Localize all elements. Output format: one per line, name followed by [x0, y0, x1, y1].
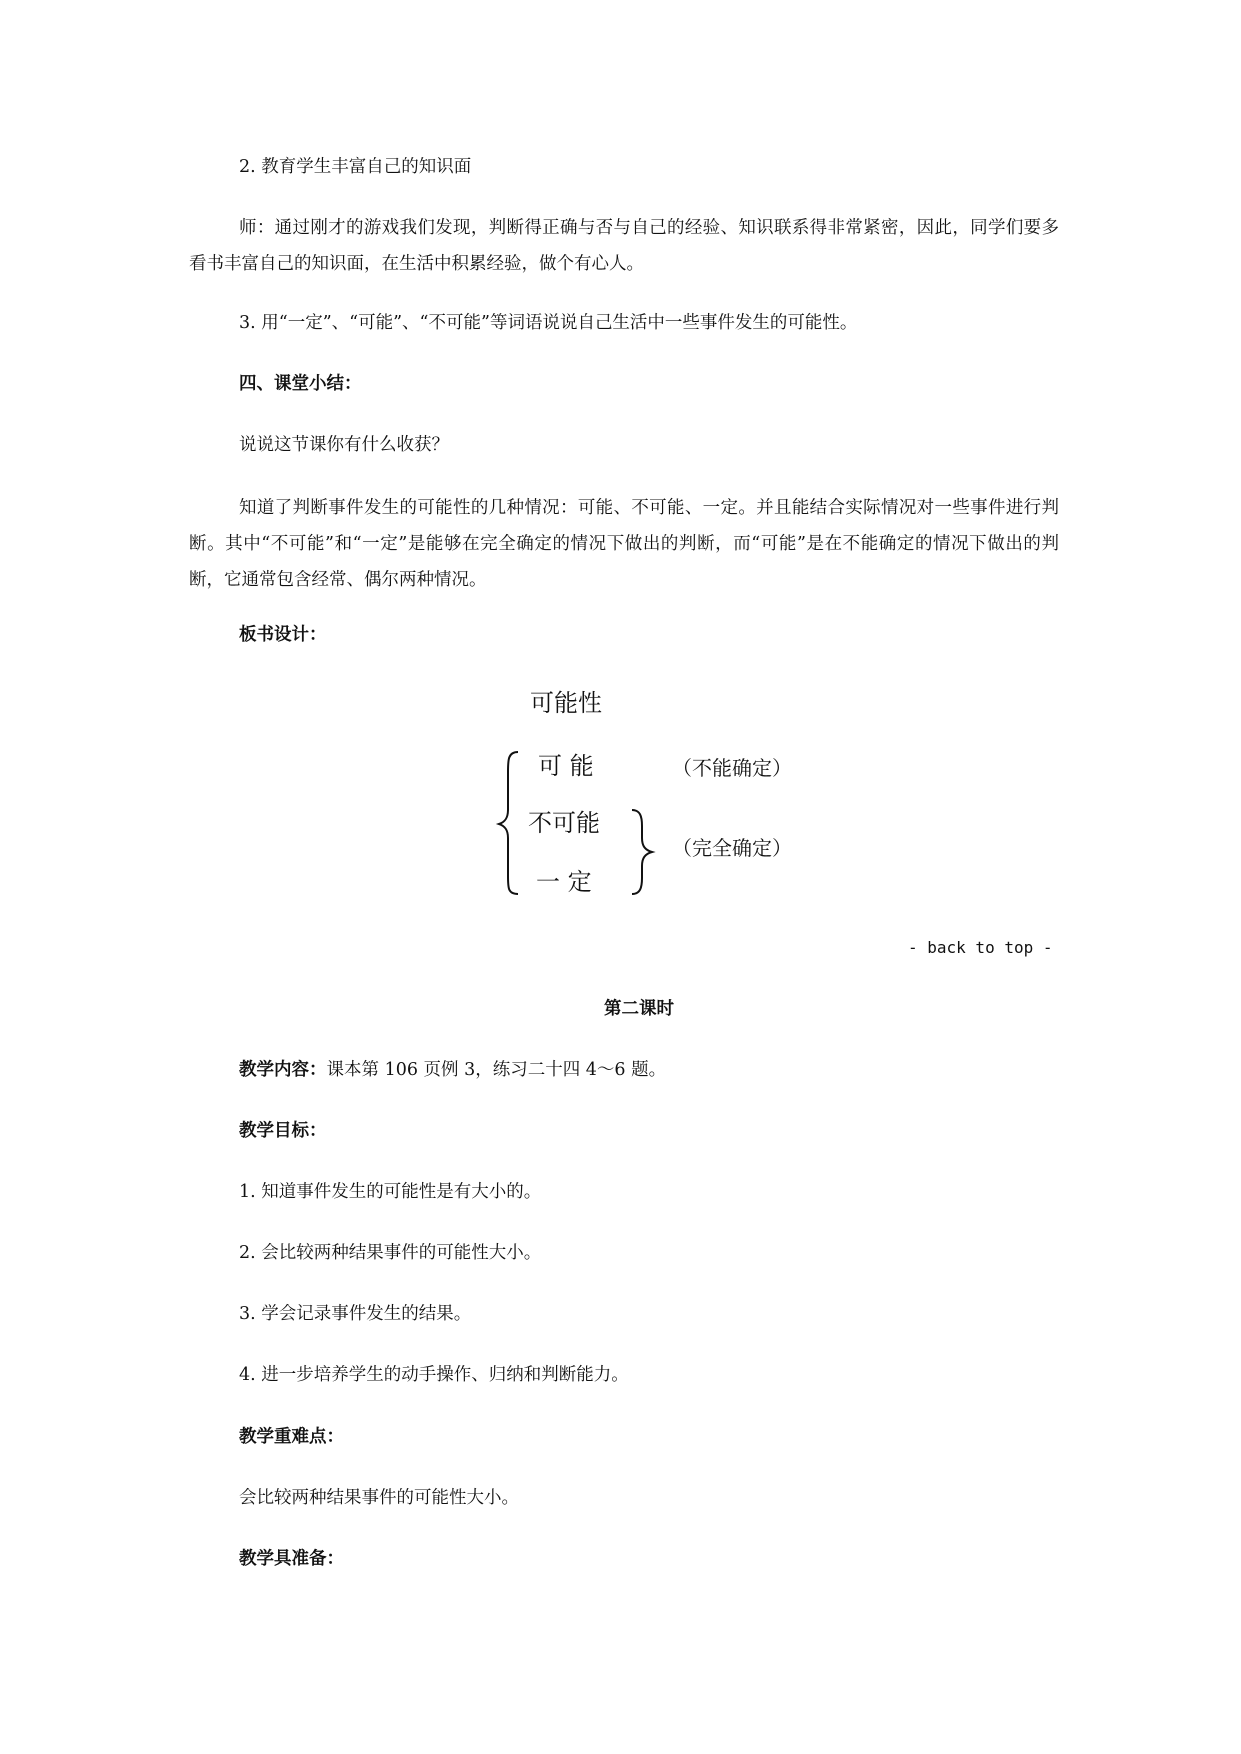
teaching-content-label: 教学内容： [239, 1060, 327, 1080]
item-2-heading: 2. 教育学生丰富自己的知识面 [239, 157, 472, 177]
teaching-goals-label: 教学目标： [239, 1121, 327, 1141]
board-design-heading: 板书设计： [239, 625, 327, 645]
teaching-content [239, 1058, 666, 1083]
key-difficulty-text: 会比较两种结果事件的可能性大小。 [239, 1488, 519, 1508]
diagram-item-possible: 可 能 [538, 752, 594, 780]
diagram-label-uncertain: （不能确定） [672, 756, 792, 780]
diagram-title: 可能性 [530, 689, 602, 717]
goal-item: 2. 会比较两种结果事件的可能性大小。 [239, 1243, 542, 1263]
lesson2-title: 第二课时 [604, 999, 674, 1019]
right-brace [632, 810, 652, 894]
diagram-item-certain: 一 定 [536, 868, 592, 896]
teaching-content-text: 课本第 106 页例 3，练习二十四 4～6 题。 [326, 1060, 667, 1080]
summary-question: 说说这节课你有什么收获？ [239, 435, 449, 455]
left-brace [499, 752, 518, 894]
teaching-prep-label: 教学具准备： [239, 1549, 344, 1569]
item-3-text: 3. 用“一定”、“可能”、“不可能”等词语说说自己生活中一些事件发生的可能性。 [239, 313, 858, 333]
diagram-label-certain: （完全确定） [672, 836, 792, 860]
goal-item: 3. 学会记录事件发生的结果。 [239, 1304, 472, 1324]
key-difficulty-label: 教学重难点： [239, 1427, 344, 1447]
goal-item: 4. 进一步培养学生的动手操作、归纳和判断能力。 [239, 1365, 629, 1385]
summary-paragraph: 知道了判断事件发生的可能性的几种情况：可能、不可能、一定。并且能结合实际情况对一些事件进行判断。其中“不可能”和“一定”是能够在完全确定的情况下做出的判断，而“可能”是在不能确定的情况下做出的判断，它通常包含经常、偶尔两种情况。 [189, 498, 1059, 590]
summary-heading: 四、课堂小结： [239, 374, 362, 394]
goal-item: 1. 知道事件发生的可能性是有大小的。 [239, 1182, 542, 1202]
back-to-top-link[interactable]: - back to top - [908, 938, 1053, 957]
teacher-paragraph: 师：通过刚才的游戏我们发现，判断得正确与否与自己的经验、知识联系得非常紧密，因此，同学们要多看书丰富自己的知识面，在生活中积累经验，做个有心人。 [189, 218, 1059, 274]
diagram-item-impossible: 不可能 [528, 809, 600, 837]
